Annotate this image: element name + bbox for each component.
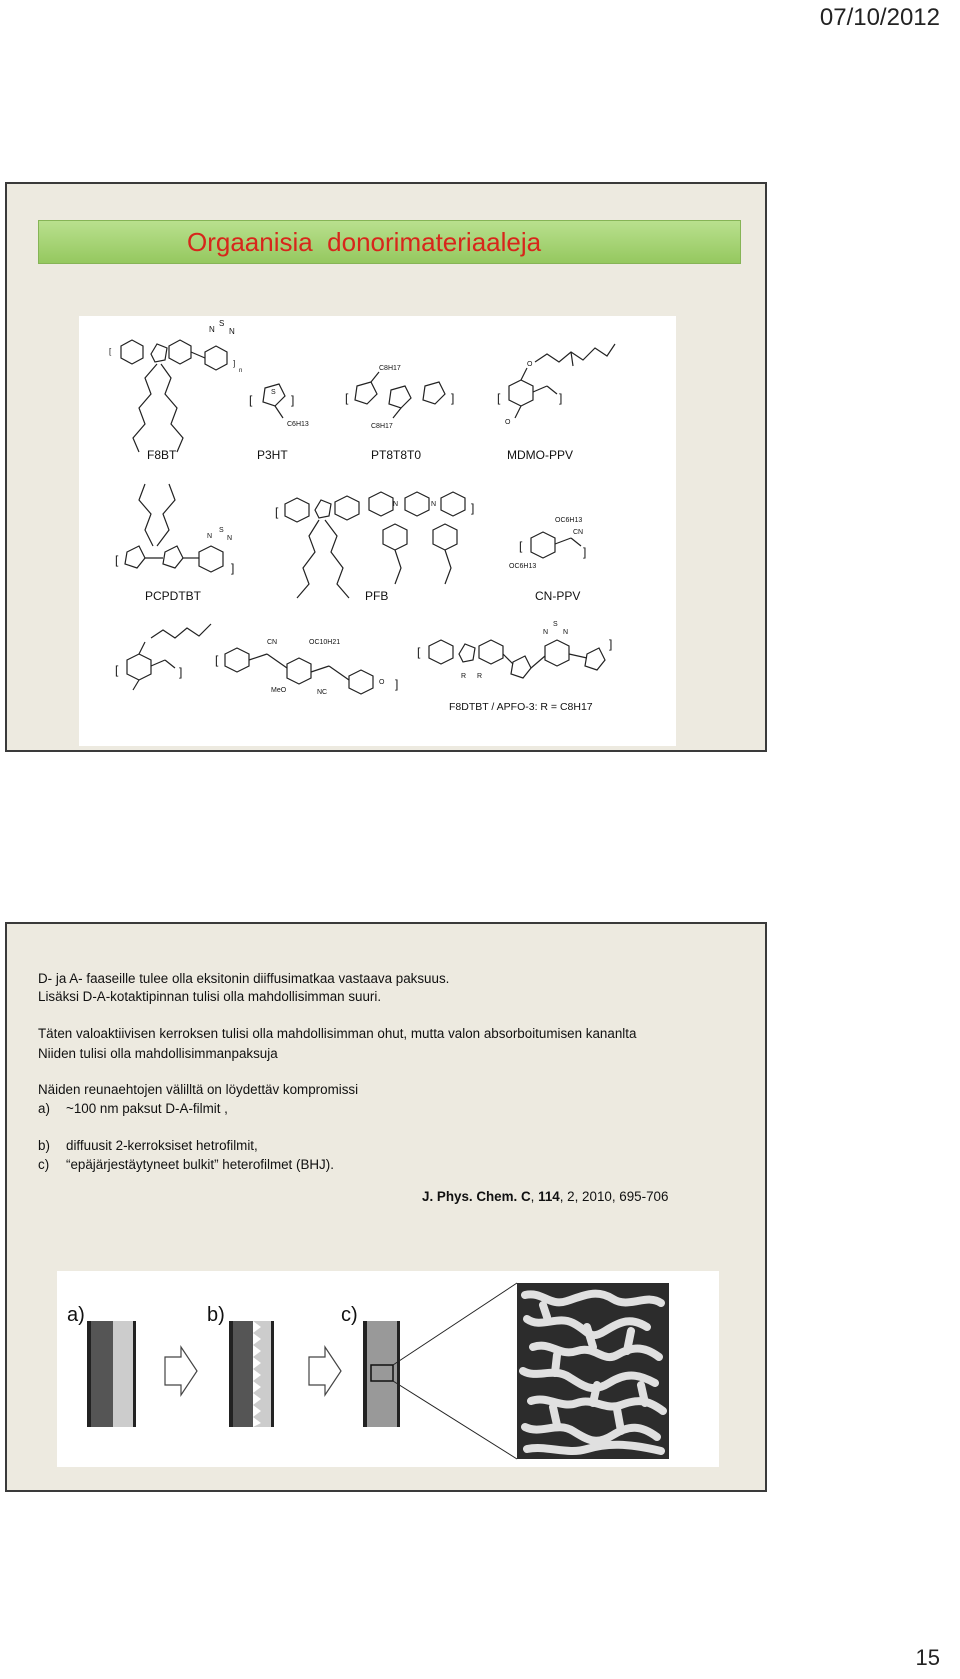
svg-text:]: ]: [179, 665, 183, 679]
arrow-a-to-b: [165, 1347, 197, 1395]
list-item-label: a): [38, 1101, 50, 1116]
svg-text:S: S: [219, 319, 225, 328]
label-pcpdtbt: PCPDTBT: [145, 589, 202, 603]
slide-title: Orgaanisia donorimateriaaleja: [187, 227, 542, 257]
svg-text:S: S: [553, 621, 558, 628]
list-item-label: b): [38, 1138, 50, 1153]
label-pfb: PFB: [365, 589, 389, 603]
svg-text:N: N: [543, 629, 549, 636]
list-item-label: c): [38, 1157, 50, 1172]
svg-text:CN: CN: [573, 529, 584, 536]
svg-text:R: R: [477, 673, 483, 680]
structure-mdmo-ppv: [497, 344, 615, 426]
svg-text:]: ]: [559, 391, 563, 405]
svg-text:NC: NC: [317, 689, 328, 696]
slide-morphology: [5, 922, 767, 1492]
citation-journal: J. Phys. Chem. C: [422, 1189, 531, 1204]
list-item-text: diffuusit 2-kerroksiset hetrofilmit,: [66, 1138, 258, 1153]
svg-text:OC6H13: OC6H13: [555, 517, 583, 524]
citation: J. Phys. Chem. C, 114, 2, 2010, 695-706: [422, 1189, 669, 1204]
svg-text:[: [: [497, 391, 501, 405]
svg-text:]: ]: [609, 637, 613, 651]
panel-a-bilayer: [87, 1321, 136, 1427]
svg-text:S: S: [219, 527, 224, 534]
svg-text:N: N: [227, 535, 233, 542]
svg-text:O: O: [505, 419, 511, 426]
svg-text:[: [: [115, 663, 119, 677]
label-f8dtbt: F8DTBT / APFO-3: R = C8H17: [449, 701, 593, 713]
svg-text:C6H13: C6H13: [287, 421, 309, 428]
label-mdmo-ppv: MDMO-PPV: [507, 448, 573, 462]
svg-text:n: n: [239, 368, 243, 374]
svg-text:MeO: MeO: [271, 687, 287, 694]
svg-text:O: O: [527, 361, 533, 368]
label-f8bt: F8BT: [147, 448, 177, 462]
svg-text:]: ]: [451, 391, 455, 405]
structure-f8bt: [109, 319, 242, 452]
svg-text:N: N: [431, 501, 437, 508]
structure-cn-ppv: [509, 517, 586, 570]
svg-text:C8H17: C8H17: [371, 423, 393, 430]
paragraph-1: D- ja A- faaseille tulee olla eksitonin diiffusimatkaa vastaava paksuus.: [38, 971, 450, 986]
label-cn-ppv: CN-PPV: [535, 589, 581, 603]
svg-text:[: [: [249, 393, 253, 407]
svg-text:]: ]: [583, 545, 587, 559]
svg-text:O: O: [379, 679, 385, 686]
svg-text:R: R: [461, 673, 467, 680]
structure-cn-ppv-bis: [215, 639, 398, 696]
arrow-b-to-c: [309, 1347, 341, 1395]
svg-text:[: [: [417, 645, 421, 659]
panel-b-diffuse-bilayer: [229, 1321, 274, 1427]
svg-text:[: [: [345, 391, 349, 405]
label-p3ht: P3HT: [257, 448, 288, 462]
paragraph-3: Täten valoaktiivisen kerroksen tulisi olla mahdollisimman ohut, mutta valon absorboitumisen kananlta: [38, 1026, 637, 1041]
svg-text:OC6H13: OC6H13: [509, 563, 537, 570]
citation-details: , 2, 2010, 695-706: [559, 1189, 669, 1204]
svg-text:S: S: [271, 389, 276, 396]
svg-text:[: [: [275, 505, 279, 519]
svg-text:]: ]: [395, 677, 399, 691]
svg-text:]: ]: [233, 359, 236, 368]
list-item: [38, 1100, 228, 1118]
svg-text:N: N: [209, 325, 215, 334]
list-item-text: “epäjärjestäytyneet bulkit” heterofilmet (BHJ).: [66, 1157, 334, 1172]
morphology-figure: [57, 1271, 719, 1467]
svg-text:[: [: [519, 539, 523, 553]
svg-text:]: ]: [291, 393, 295, 407]
svg-text:OC10H21: OC10H21: [309, 639, 341, 646]
figure-label-a: a): [67, 1304, 85, 1326]
svg-text:N: N: [393, 501, 399, 508]
svg-text:N: N: [563, 629, 569, 636]
structure-f8dtbt: [417, 621, 612, 680]
svg-text:C8H17: C8H17: [379, 365, 401, 372]
structure-p3ht: [249, 384, 309, 428]
list-item: [38, 1156, 334, 1174]
svg-text:[: [: [215, 653, 219, 667]
morphology-zoom: [517, 1283, 669, 1459]
figure-label-b: b): [207, 1304, 225, 1326]
paragraph-2: Lisäksi D-A-kotaktipinnan tulisi olla mahdollisimman suuri.: [38, 989, 382, 1004]
citation-volume: 114: [538, 1189, 560, 1204]
chemical-structures-figure: [79, 316, 676, 746]
svg-text:N: N: [229, 327, 235, 336]
svg-text:[: [: [115, 553, 119, 567]
figure-label-c: c): [341, 1304, 358, 1326]
structure-pt8t8t0: [345, 365, 454, 430]
structure-ppv-variant: [115, 624, 211, 690]
list-item-text: ~100 nm paksut D-A-filmit ,: [66, 1101, 228, 1116]
list-item: [38, 1137, 258, 1155]
panel-c-bulk-heterojunction: [363, 1283, 517, 1459]
page-number: 15: [915, 1645, 940, 1670]
svg-text:CN: CN: [267, 639, 278, 646]
svg-text:]: ]: [231, 561, 235, 575]
svg-text:N: N: [207, 533, 213, 540]
structure-pfb: [275, 492, 474, 598]
svg-text:]: ]: [471, 501, 475, 515]
slide-donor-materials: [5, 182, 767, 752]
slide-title-bar: [38, 220, 741, 264]
paragraph-5: Näiden reunaehtojen välilltä on löydettäv kompromissi: [38, 1082, 359, 1097]
header-date: 07/10/2012: [819, 4, 940, 31]
label-pt8t8t0: PT8T8T0: [371, 448, 422, 462]
paragraph-4: Niiden tulisi olla mahdollisimmanpaksuja: [38, 1046, 278, 1061]
structure-pcpdtbt: [115, 484, 234, 575]
svg-text:[: [: [109, 347, 112, 356]
